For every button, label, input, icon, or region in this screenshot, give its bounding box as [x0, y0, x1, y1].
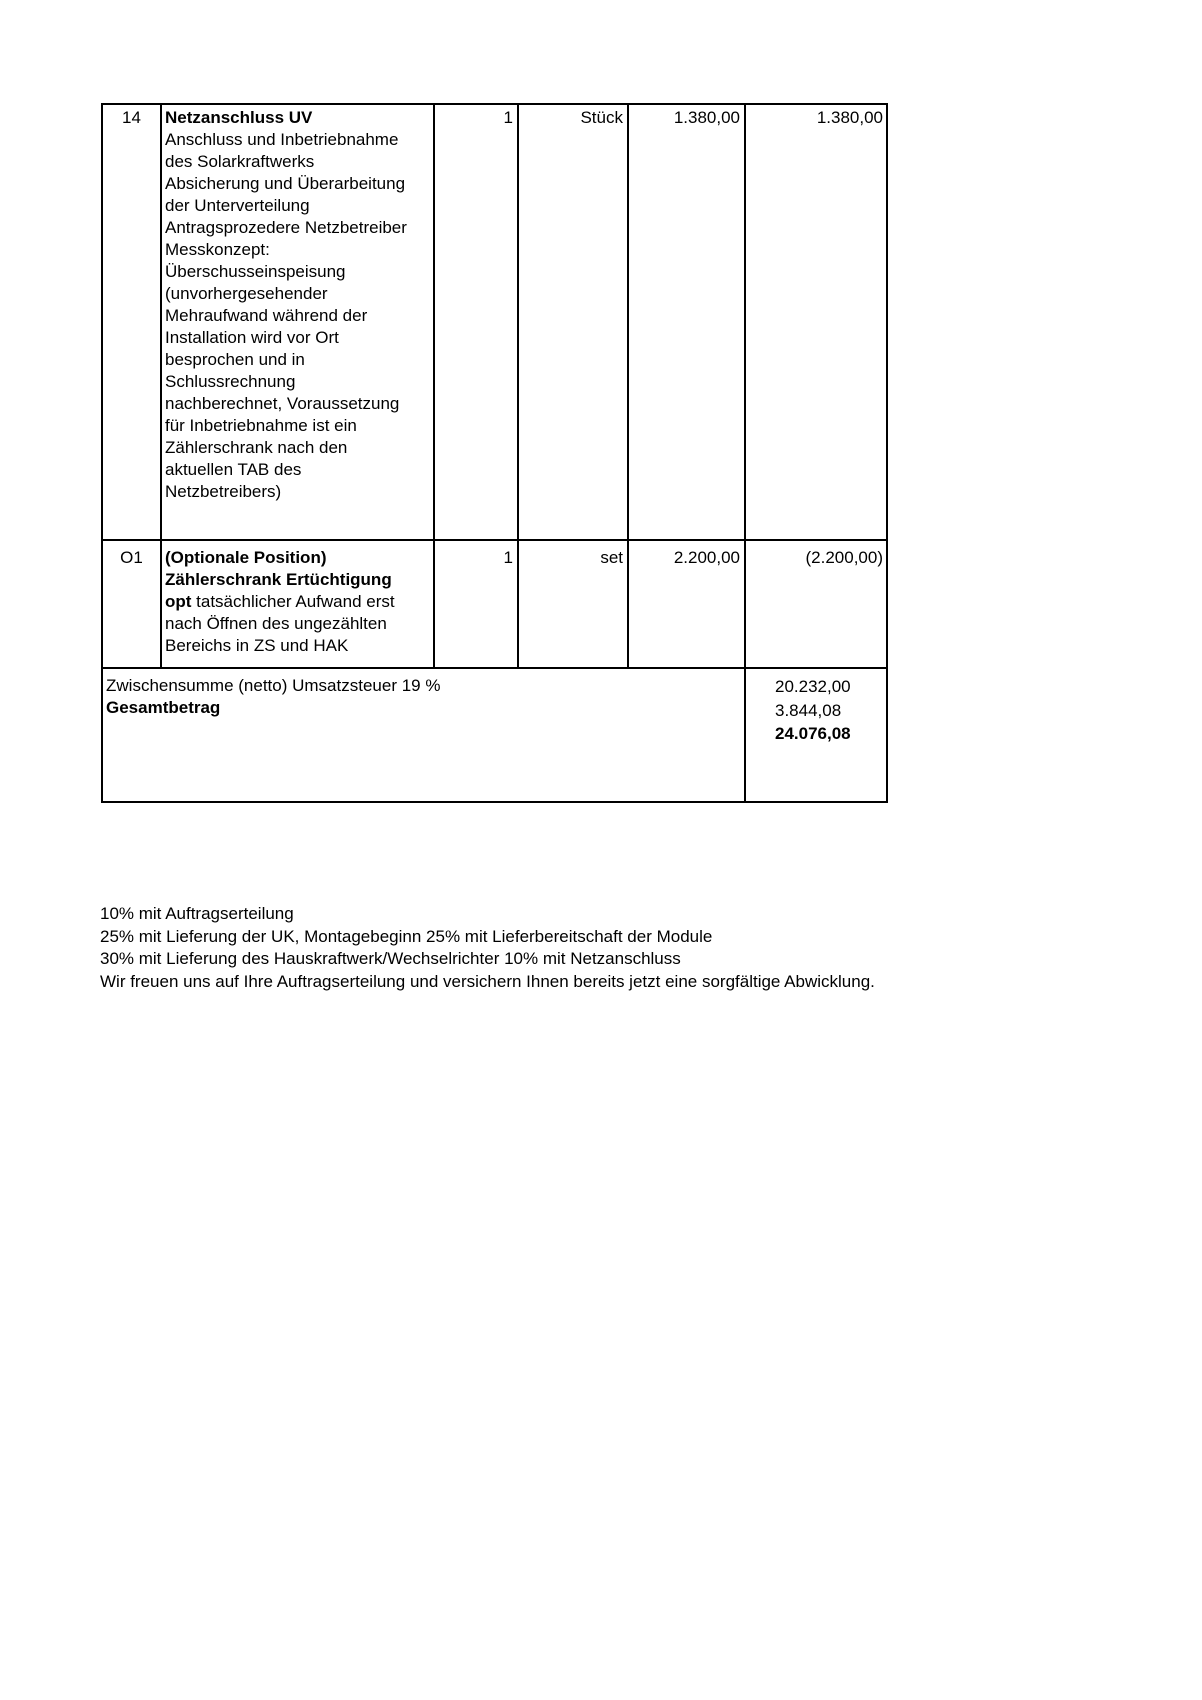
grand-total-label: Gesamtbetrag — [106, 698, 221, 717]
payment-terms-line: 10% mit Auftragserteilung — [100, 904, 294, 923]
item-description-line: Anschluss und Inbetriebnahme — [165, 130, 399, 149]
item-description — [160, 105, 433, 539]
unit-price-value: 1.380,00 — [627, 105, 744, 539]
item-description-line: nach Öffnen des ungezählten — [165, 614, 387, 633]
table-row-o1 — [103, 539, 886, 667]
item-description-line: (unvorhergesehender — [165, 284, 328, 303]
item-description — [160, 541, 433, 667]
position-number: 14 — [122, 108, 141, 127]
item-description-line: Schlussrechnung — [165, 372, 296, 391]
opt-text: tatsächlicher Aufwand erst — [191, 592, 395, 611]
item-description-line: für Inbetriebnahme ist ein — [165, 416, 357, 435]
unit-price-value: 2.200,00 — [627, 541, 744, 667]
item-description-line: Absicherung und Überarbeitung — [165, 174, 406, 193]
quantity-value: 1 — [433, 105, 517, 539]
payment-terms — [100, 903, 875, 994]
item-description-line: Mehraufwand während der — [165, 306, 368, 325]
vat-value: 3.844,08 — [775, 700, 842, 720]
item-description-line: nachberechnet, Voraussetzung — [165, 394, 400, 413]
invoice-items-table — [101, 103, 888, 803]
line-total-value: 1.380,00 — [744, 105, 886, 539]
payment-terms-line: 30% mit Lieferung des Hauskraftwerk/Wechselrichter 10% mit Netzanschluss — [100, 949, 681, 969]
closing-line: Wir freuen uns auf Ihre Auftragserteilung und versichern Ihnen bereits jetzt eine sorgfältige Abwicklung. — [100, 972, 875, 992]
item-description-line: aktuellen TAB des — [165, 460, 302, 479]
grand-total-value: 24.076,08 — [775, 724, 851, 743]
item-description-line: Bereichs in ZS und HAK — [165, 636, 349, 655]
line-total-value: (2.200,00) — [744, 541, 886, 667]
table-row-14 — [103, 105, 886, 539]
quantity-value: 1 — [433, 541, 517, 667]
unit-value: Stück — [517, 105, 627, 539]
item-description-line: des Solarkraftwerks — [165, 152, 315, 171]
subtotal-value: 20.232,00 — [775, 677, 851, 696]
item-description-line: Überschusseinspeisung — [165, 262, 346, 281]
item-description-line: besprochen und in — [165, 350, 305, 369]
opt-keyword: opt — [165, 592, 192, 611]
summary-values — [744, 669, 886, 801]
subtotal-vat-label: Zwischensumme (netto) Umsatzsteuer 19 % — [106, 676, 441, 695]
summary-row — [103, 667, 886, 801]
item-description-line: Zählerschrank nach den — [165, 438, 348, 457]
item-description-line — [165, 591, 431, 613]
item-description-line: Messkonzept: — [165, 240, 270, 259]
item-description-line: Installation wird vor Ort — [165, 328, 339, 347]
item-description-line: Netzbetreibers) — [165, 482, 282, 501]
position-number: O1 — [120, 548, 143, 567]
unit-value: set — [517, 541, 627, 667]
item-title: (Optionale Position) — [165, 548, 327, 567]
payment-terms-line: 25% mit Lieferung der UK, Montagebeginn 25% mit Lieferbereitschaft der Module — [100, 926, 713, 946]
item-title: Zählerschrank Ertüchtigung — [165, 570, 392, 589]
item-title: Netzanschluss UV — [165, 108, 313, 127]
item-description-line: der Unterverteilung — [165, 196, 310, 215]
item-description-line: Antragsprozedere Netzbetreiber — [165, 218, 407, 237]
summary-labels — [103, 669, 744, 801]
